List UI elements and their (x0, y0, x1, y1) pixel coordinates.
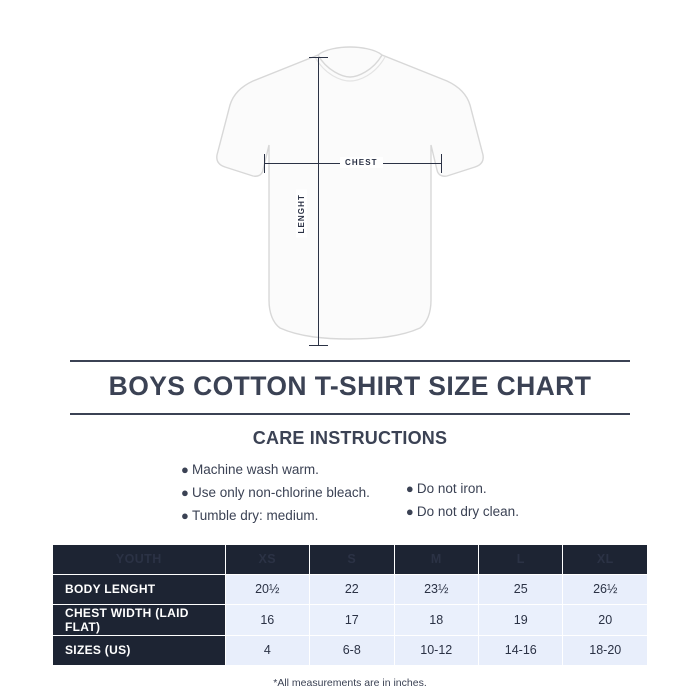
bullet-icon: ● (181, 484, 189, 500)
size-table-head (53, 544, 648, 574)
bullet-icon: ● (181, 507, 189, 523)
table-row (53, 604, 648, 635)
care-item-label: Use only non-chlorine bleach. (192, 484, 370, 500)
column-header-s: S (310, 544, 394, 574)
cell-value: 6-8 (310, 635, 394, 665)
row-header-body-length: BODY LENGHT (53, 574, 226, 604)
size-table (52, 544, 648, 666)
size-table-body (53, 574, 648, 665)
bullet-icon: ● (405, 503, 414, 519)
length-arrow-top-cap (309, 57, 328, 58)
length-measure-line (318, 57, 319, 345)
column-header-l: L (479, 544, 563, 574)
cell-value: 16 (225, 604, 309, 635)
cell-value: 17 (310, 604, 394, 635)
column-header-xl: XL (563, 544, 648, 574)
table-header-row (53, 544, 648, 574)
care-item-label: Machine wash warm. (192, 462, 319, 477)
tshirt-graphic (215, 45, 485, 340)
chest-label: CHEST (340, 157, 383, 168)
cell-value: 14-16 (479, 635, 563, 665)
page-title: BOYS COTTON T-SHIRT SIZE CHART (108, 371, 592, 401)
column-header-youth: YOUTH (53, 544, 226, 574)
row-header-sizes-us: SIZES (US) (53, 635, 226, 665)
cell-value: 18-20 (563, 635, 648, 665)
care-item (181, 506, 370, 527)
bullet-icon: ● (405, 481, 414, 496)
cell-value: 23½ (394, 574, 478, 604)
table-row (53, 635, 648, 665)
measurement-footnote: *All measurements are in inches. (273, 676, 427, 689)
cell-value: 10-12 (394, 635, 478, 665)
cell-value: 26½ (563, 574, 648, 604)
care-item (406, 479, 519, 500)
care-instructions-title: CARE INSTRUCTIONS (252, 428, 448, 448)
bullet-icon: ● (181, 462, 189, 477)
cell-value: 25 (479, 574, 563, 604)
care-item-label: Do not dry clean. (416, 503, 519, 519)
cell-value: 4 (225, 635, 309, 665)
cell-value: 22 (310, 574, 394, 604)
chest-arrow-left-cap (264, 154, 265, 173)
column-header-xs: XS (225, 544, 309, 574)
cell-value: 19 (479, 604, 563, 635)
cell-value: 20½ (225, 574, 309, 604)
care-column-left (181, 460, 370, 527)
length-label: LENGHT (296, 190, 307, 238)
care-item-label: Tumble dry: medium. (192, 507, 319, 523)
row-header-chest-width: CHEST WIDTH (LAID FLAT) (53, 604, 226, 635)
length-arrow-bottom-cap (309, 345, 328, 346)
title-block (70, 360, 630, 415)
care-instructions-list (0, 460, 700, 527)
chest-arrow-right-cap (441, 154, 442, 173)
care-item (406, 502, 519, 523)
table-row (53, 574, 648, 604)
size-table-wrapper (52, 544, 648, 666)
care-column-right (406, 460, 519, 527)
care-item (181, 483, 370, 504)
cell-value: 18 (394, 604, 478, 635)
column-header-m: M (394, 544, 478, 574)
cell-value: 20 (563, 604, 648, 635)
care-item-label: Do not iron. (416, 481, 487, 496)
care-item (181, 460, 370, 481)
